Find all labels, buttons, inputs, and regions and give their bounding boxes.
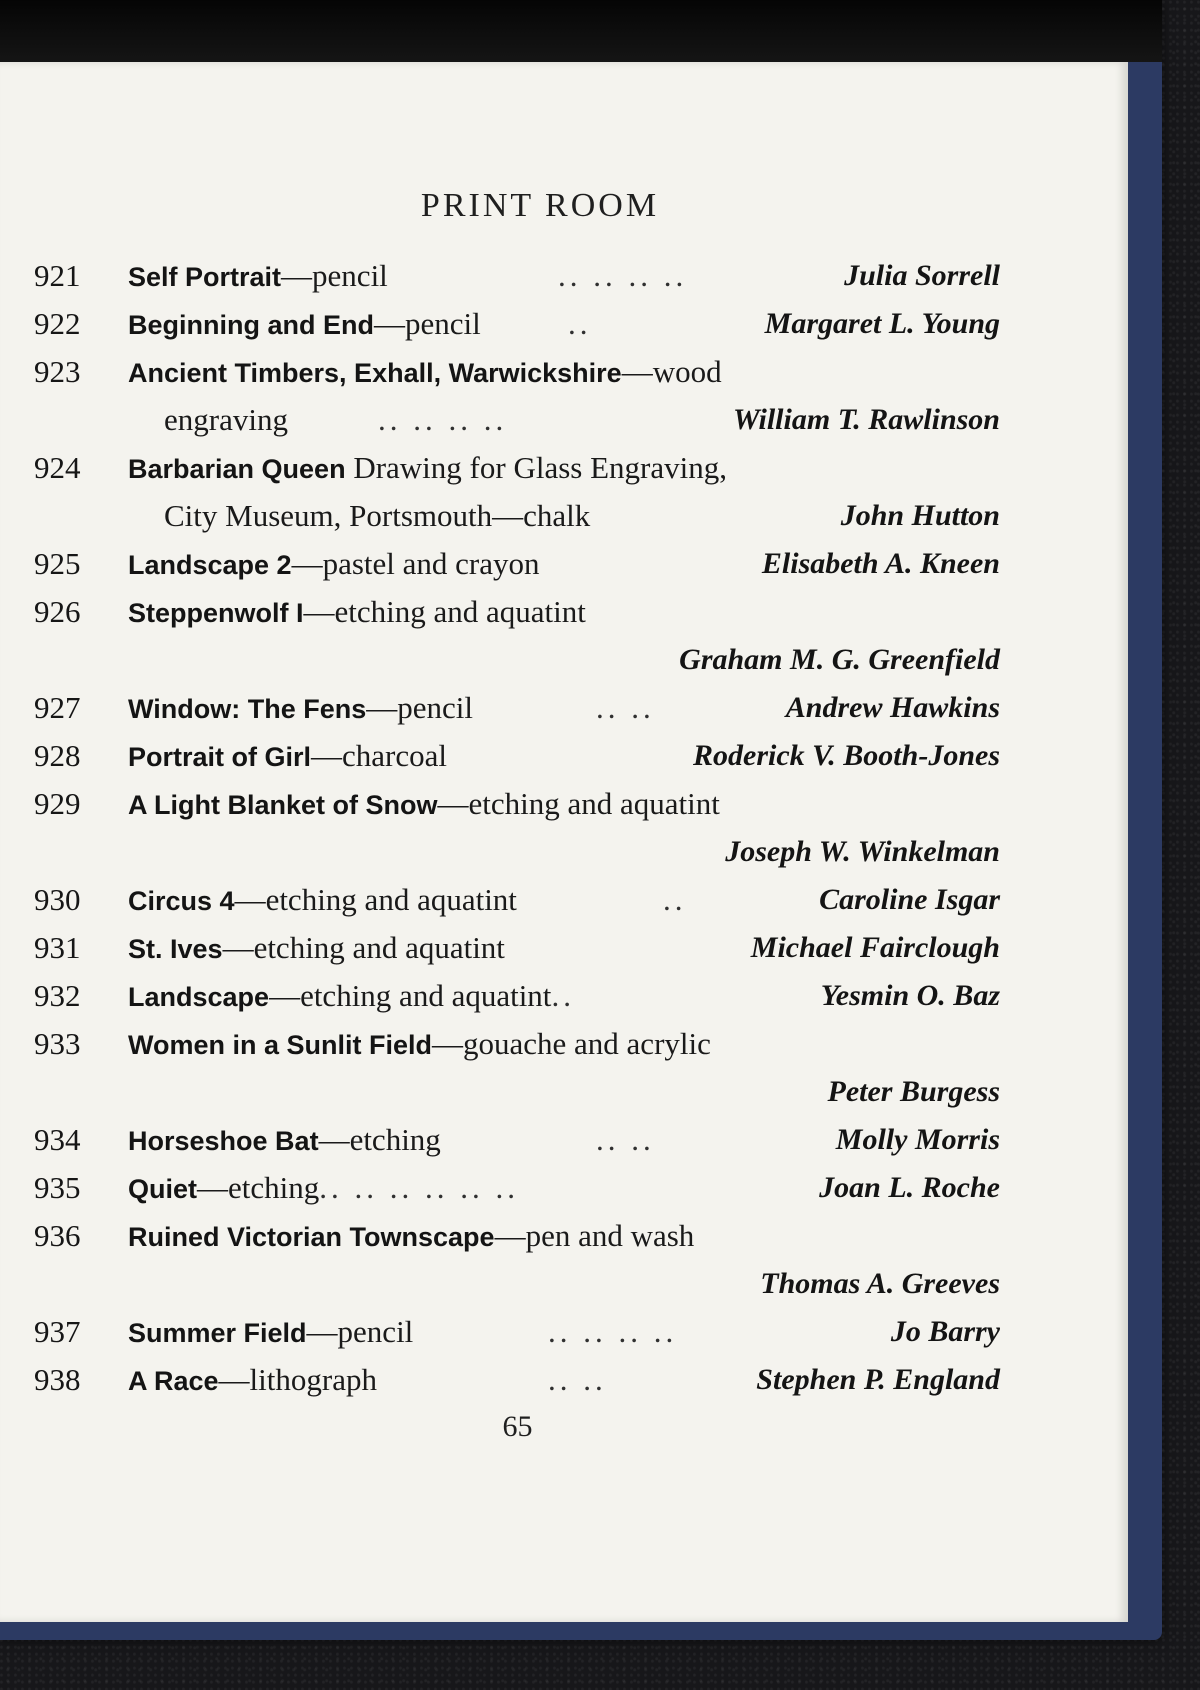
entry-number: 935 (34, 1170, 81, 1205)
entry-number: 929 (34, 786, 81, 821)
entry-medium: —pen and wash (494, 1218, 695, 1253)
leader-dots: .. (551, 978, 575, 1013)
entry-medium: —gouache and acrylic (432, 1026, 711, 1061)
entry-title: St. Ives (128, 934, 223, 964)
entry-artist: William T. Rawlinson (732, 403, 1000, 436)
entry-title: Barbarian Queen (128, 454, 346, 484)
catalogue-entry-923 (34, 348, 1000, 444)
entry-title: Horseshoe Bat (128, 1126, 319, 1156)
entry-artist: Jo Barry (890, 1315, 1000, 1348)
entry-title: Circus 4 (128, 886, 235, 916)
entry-number: 925 (34, 546, 81, 581)
entry-number: 934 (34, 1122, 81, 1157)
catalogue-entry-936 (34, 1212, 1000, 1308)
catalogue-entry-934 (34, 1116, 1000, 1164)
leader-dots: .. .. .. .. (378, 402, 508, 437)
entry-title: Summer Field (128, 1318, 307, 1348)
entry-title: Beginning and End (128, 310, 374, 340)
entry-artist: Julia Sorrell (844, 259, 1000, 292)
entry-artist: Joseph W. Winkelman (725, 835, 1000, 868)
entry-number: 937 (34, 1314, 81, 1349)
entry-number: 933 (34, 1026, 81, 1061)
entry-artist: Thomas A. Greeves (760, 1267, 1000, 1300)
entry-number: 938 (34, 1362, 81, 1397)
entry-medium-continued: engraving (164, 402, 288, 437)
catalogue-entry-927 (34, 684, 1000, 732)
catalogue-entry-930 (34, 876, 1000, 924)
entry-title: Landscape 2 (128, 550, 292, 580)
catalogue-entry-928 (34, 732, 1000, 780)
leader-dots: .. .. .. .. (558, 258, 688, 293)
entry-title: Women in a Sunlit Field (128, 1030, 433, 1060)
catalogue-entry-937 (34, 1308, 1000, 1356)
page-heading: PRINT ROOM (420, 187, 660, 224)
entry-number: 932 (34, 978, 81, 1013)
entry-artist: John Hutton (840, 499, 1000, 532)
entry-title: A Race (128, 1366, 219, 1396)
catalogue-entry-926 (34, 588, 1000, 684)
entry-title: Ruined Victorian Townscape (128, 1222, 495, 1252)
catalogue-entry-922 (34, 300, 1000, 348)
catalogue-entry-938 (34, 1356, 1000, 1404)
entry-medium: —etching and aquatint (269, 978, 552, 1013)
leader-dots: .. .. (548, 1362, 607, 1397)
entry-medium: —pencil (373, 306, 481, 341)
catalogue-entry-931 (34, 924, 1000, 972)
entry-medium: —etching and aquatint (234, 882, 517, 917)
entry-artist: Caroline Isgar (819, 883, 1000, 916)
entry-title: Window: The Fens (128, 694, 367, 724)
entry-artist: Roderick V. Booth-Jones (693, 739, 1000, 772)
leader-dots: .. .. (596, 690, 655, 725)
leader-dots: .. .. .. .. .. .. (319, 1170, 520, 1205)
entry-medium: —pencil (306, 1314, 414, 1349)
entry-medium: —etching and aquatint (222, 930, 505, 965)
entry-title: Steppenwolf I (128, 598, 304, 628)
entry-title: Self Portrait (128, 262, 282, 292)
entry-medium: —lithograph (218, 1362, 377, 1397)
entry-artist: Graham M. G. Greenfield (679, 643, 1000, 676)
leader-dots: .. (663, 882, 687, 917)
catalogue-entry-921 (34, 252, 1000, 300)
entry-number: 926 (34, 594, 81, 629)
entry-medium: —etching and aquatint (437, 786, 720, 821)
entry-artist: Joan L. Roche (819, 1171, 1000, 1204)
entry-medium: Drawing for Glass Engraving, (345, 450, 727, 485)
entry-number: 931 (34, 930, 81, 965)
entry-title: Portrait of Girl (128, 742, 312, 772)
entry-number: 928 (34, 738, 81, 773)
entry-artist: Peter Burgess (827, 1075, 1000, 1108)
entry-medium: —etching and aquatint (303, 594, 586, 629)
entry-number: 922 (34, 306, 81, 341)
top-shadow (0, 0, 1162, 62)
entry-medium: —pastel and crayon (291, 546, 540, 581)
entry-medium: —etching (318, 1122, 441, 1157)
page-number: 65 (502, 1410, 533, 1443)
leader-dots: .. .. (596, 1122, 655, 1157)
entry-title: Ancient Timbers, Exhall, Warwickshire (128, 358, 622, 388)
entry-artist: Yesmin O. Baz (820, 979, 1000, 1012)
entry-title: Quiet (128, 1174, 198, 1204)
entry-artist: Elisabeth A. Kneen (761, 547, 1000, 580)
entry-number: 930 (34, 882, 81, 917)
entry-medium: —wood (621, 354, 722, 389)
catalogue-entry-929 (34, 780, 1000, 876)
catalogue-page (0, 62, 1128, 1622)
entry-artist: Andrew Hawkins (785, 691, 1000, 724)
entry-number: 927 (34, 690, 81, 725)
entry-title: A Light Blanket of Snow (128, 790, 438, 820)
entry-number: 936 (34, 1218, 81, 1253)
catalogue-list (34, 252, 1000, 1404)
entry-number: 924 (34, 450, 81, 485)
catalogue-entry-925 (34, 540, 1000, 588)
entry-artist: Michael Fairclough (750, 931, 1000, 964)
catalogue-entry-935 (34, 1164, 1000, 1212)
entry-number: 921 (34, 258, 81, 293)
entry-artist: Stephen P. England (756, 1363, 1000, 1396)
entry-artist: Margaret L. Young (764, 307, 1000, 340)
entry-medium: —pencil (366, 690, 473, 725)
entry-medium-continued: City Museum, Portsmouth—chalk (164, 498, 591, 533)
catalogue-entry-932 (34, 972, 1000, 1020)
leader-dots: .. .. .. .. (548, 1314, 678, 1349)
catalogue-entry-933 (34, 1020, 1000, 1116)
entry-medium: —pencil (281, 258, 388, 293)
entry-title: Landscape (128, 982, 270, 1012)
entry-medium: —charcoal (311, 738, 447, 773)
leader-dots: .. (568, 306, 592, 341)
entry-artist: Molly Morris (835, 1123, 1000, 1156)
entry-number: 923 (34, 354, 81, 389)
catalogue-entry-924 (34, 444, 1000, 540)
entry-medium: —etching (197, 1170, 320, 1205)
